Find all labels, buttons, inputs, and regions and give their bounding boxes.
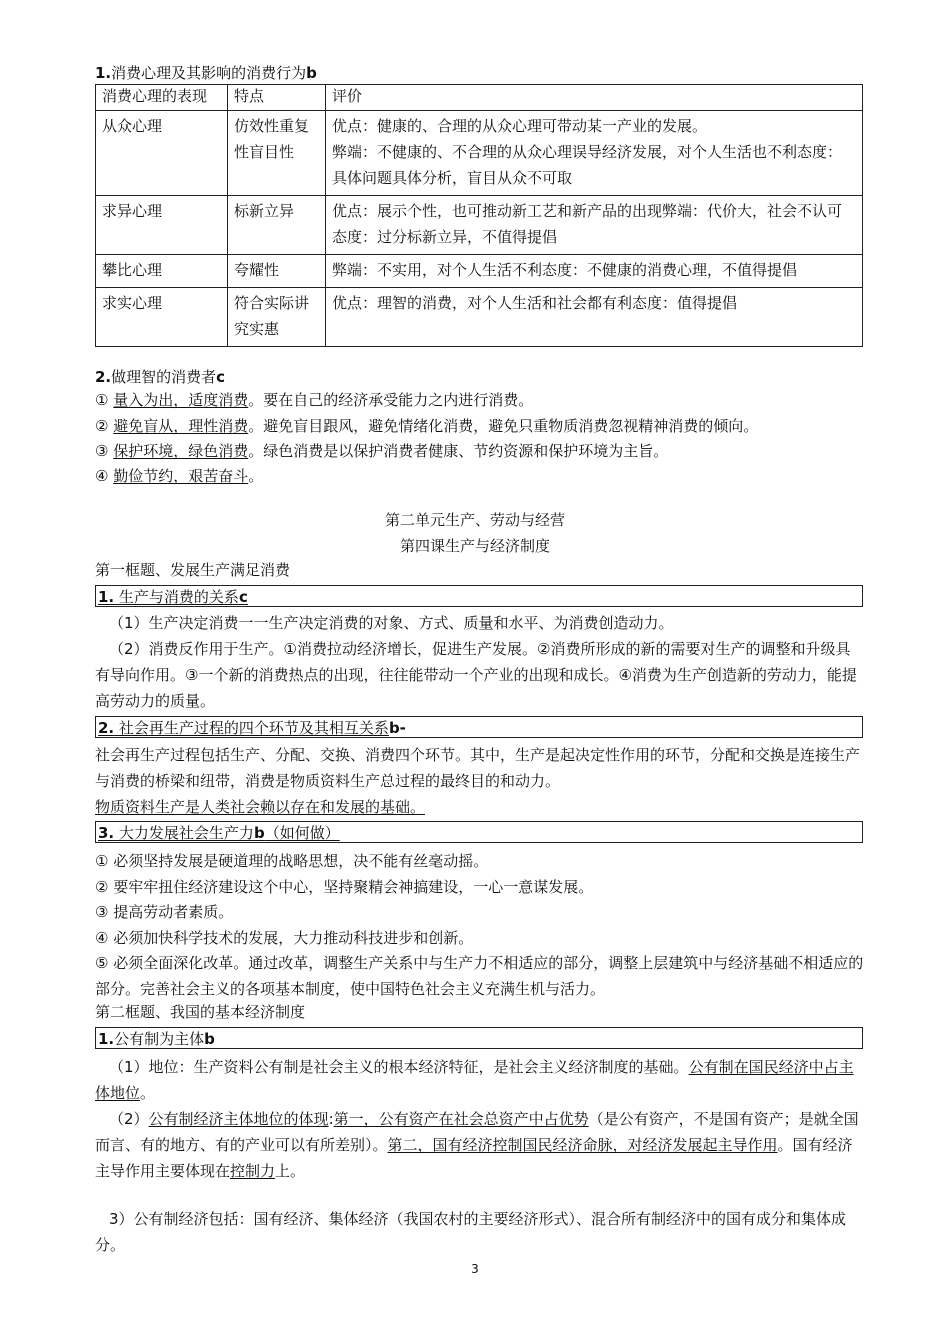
key-phrase: 保护环境，绿色消费 — [113, 442, 249, 460]
level-tag: c — [216, 368, 226, 386]
item-text: 。 — [248, 467, 264, 485]
row-feature: 仿效性重复性盲目性 — [228, 111, 326, 196]
table-row — [96, 111, 863, 196]
key-phrase: 物质资料生产是人类社会赖以存在和发展的基础。 — [95, 798, 426, 816]
text-run: 上。 — [275, 1162, 306, 1180]
section-title-text: 消费心理及其影响的消费行为 — [111, 64, 307, 82]
eval-line: 优点：理智的消费，对个人生活和社会都有利态度：值得提倡 — [332, 294, 738, 312]
eval-line: 态度：过分标新立异，不值得提倡 — [332, 228, 558, 246]
section-title-text: 做理智的消费者 — [111, 368, 217, 386]
table-row — [96, 288, 863, 347]
eval-line: 弊端：不健康的、不合理的从众心理误导经济发展，对个人生活也不利态度：具体问题具体分析，盲目从众不可取 — [332, 143, 843, 187]
key-phrase: 勤俭节约，艰苦奋斗 — [113, 467, 249, 485]
table-header-cell: 评价 — [326, 85, 863, 111]
list-item — [95, 387, 533, 413]
eval-line: 弊端：不实用，对个人生活不利态度：不健康的消费心理，不值得提倡 — [332, 261, 798, 279]
list-item: ④ 必须加快科学技术的发展，大力推动科技进步和创新。 — [95, 929, 474, 947]
row-evaluation — [326, 111, 863, 196]
table-header-cell: 消费心理的表现 — [96, 85, 228, 111]
paragraph — [95, 1054, 865, 1106]
table-row — [96, 255, 863, 288]
key-phrase: 公有制在国民经济中占主体地位 — [95, 1058, 854, 1102]
frame-title: 第二框题、我国的基本经济制度 — [95, 1003, 306, 1021]
text-run: 。国有经济主导作用主要体现在 — [95, 1136, 853, 1180]
section-number: 2. — [95, 368, 112, 386]
paragraph: 3）公有制经济包括：国有经济、集体经济（我国农村的主要经济形式）、混合所有制经济中的国有成分和集体成分。 — [95, 1210, 847, 1254]
key-phrase: 避免盲从，理性消费 — [113, 417, 249, 435]
eval-line: 优点：健康的、合理的从众心理可带动某一产业的发展。 — [332, 117, 708, 135]
boxed-heading — [95, 716, 863, 738]
row-feature: 标新立异 — [228, 196, 326, 255]
key-phrase: 控制力 — [230, 1162, 276, 1180]
list-item: ② 要牢牢扭住经济建设这个中心，坚持聚精会神搞建设，一心一意谋发展。 — [95, 878, 594, 896]
text-run: （1）地位：生产资料公有制是社会主义的根本经济特征，是社会主义经济制度的基础。 — [109, 1058, 689, 1076]
list-item — [95, 463, 263, 489]
level-tag: b- — [388, 719, 406, 737]
section-number: 1. — [95, 64, 112, 82]
item-text: 。避免盲目跟风，避免情绪化消费，避免只重物质消费忽视精神消费的倾向。 — [248, 417, 759, 435]
heading-text: 社会再生产过程的四个环节及其相互关系 — [118, 719, 389, 737]
item-marker: ④ — [95, 467, 109, 485]
key-phrase: 量入为出，适度消费 — [113, 391, 249, 409]
item-text: 。绿色消费是以保护消费者健康、节约资源和保护环境为主旨。 — [248, 442, 669, 460]
page-number: 3 — [471, 1262, 479, 1276]
paragraph — [95, 1106, 865, 1184]
list-item: ⑤ 必须全面深化改革。通过改革，调整生产关系中与生产力不相适应的部分，调整上层建筑中与经济基础不相适应的部分。完善社会主义的各项基本制度，使中国特色社会主义充满生机与活力。 — [95, 954, 864, 998]
row-evaluation — [326, 255, 863, 288]
row-name: 从众心理 — [96, 111, 228, 196]
level-tag: b — [306, 64, 317, 82]
heading-number: 1. — [98, 588, 115, 606]
table-header-cell: 特点 — [228, 85, 326, 111]
row-feature: 夸耀性 — [228, 255, 326, 288]
level-tag: b — [204, 1030, 215, 1048]
list-item: ① 必须坚持发展是硬道理的战略思想，决不能有丝毫动摇。 — [95, 852, 489, 870]
row-name: 求异心理 — [96, 196, 228, 255]
heading-text: 生产与消费的关系 — [118, 588, 239, 606]
text-run: （是公有资产，不是国有资产；是就全国而言、有的地方、有的产业可以有所差别）。 — [95, 1110, 859, 1154]
heading-number: 2. — [98, 719, 115, 737]
row-evaluation — [326, 288, 863, 347]
heading-number: 1. — [98, 1030, 115, 1048]
paragraph: 社会再生产过程包括生产、分配、交换、消费四个环节。其中，生产是起决定性作用的环节，分配和交换是连接生产与消费的桥梁和纽带，消费是物质资料生产总过程的最终目的和动力。 — [95, 746, 861, 790]
boxed-heading — [95, 821, 863, 843]
list-item: ③ 提高劳动者素质。 — [95, 903, 234, 921]
boxed-heading — [95, 585, 863, 607]
heading-suffix: （如何做） — [264, 824, 340, 842]
list-item — [95, 438, 668, 464]
level-tag: b — [253, 824, 265, 842]
heading-text: 大力发展社会生产力 — [118, 824, 254, 842]
heading-text: 公有制为主体 — [114, 1030, 205, 1048]
row-evaluation — [326, 196, 863, 255]
section-title-consumer-psychology — [95, 60, 317, 86]
row-name: 求实心理 — [96, 288, 228, 347]
unit-title: 第二单元生产、劳动与经营 — [384, 511, 565, 529]
consumer-psychology-table — [95, 84, 863, 347]
list-item — [95, 413, 758, 439]
heading-number: 3. — [98, 824, 115, 842]
eval-line: 优点：展示个性，也可推动新工艺和新产品的出现弊端：代价大，社会不认可 — [332, 202, 843, 220]
paragraph — [95, 794, 425, 820]
row-name: 攀比心理 — [96, 255, 228, 288]
row-feature: 符合实际讲究实惠 — [228, 288, 326, 347]
text-run: : — [328, 1110, 334, 1128]
text-run: （2） — [109, 1110, 149, 1128]
lesson-title: 第四课生产与经济制度 — [399, 537, 550, 555]
paragraph: （1）生产决定消费一一生产决定消费的对象、方式、质量和水平、为消费创造动力。 — [109, 614, 674, 632]
table-header-row — [96, 85, 863, 111]
frame-title: 第一框题、发展生产满足消费 — [95, 561, 291, 579]
text-run: 。 — [140, 1084, 156, 1102]
item-text: 。要在自己的经济承受能力之内进行消费。 — [248, 391, 534, 409]
key-phrase: 公有制经济主体地位的体现 — [148, 1110, 329, 1128]
item-marker: ③ — [95, 442, 109, 460]
level-tag: c — [238, 588, 248, 606]
boxed-heading — [95, 1027, 863, 1049]
item-marker: ② — [95, 417, 109, 435]
item-marker: ① — [95, 391, 109, 409]
paragraph: （2）消费反作用于生产。①消费拉动经济增长，促进生产发展。②消费所形成的新的需要对生产的调整和升级具有导向作用。③一个新的消费热点的出现，往往能带动一个产业的出现和成长。④消费为生产创造新的劳动力，能提高劳动力的质量。 — [95, 640, 857, 710]
table-row — [96, 196, 863, 255]
key-phrase: 第二，国有经济控制国民经济命脉，对经济发展起主导作用 — [387, 1136, 778, 1154]
key-phrase: 第一，公有资产在社会总资产中占优势 — [333, 1110, 589, 1128]
